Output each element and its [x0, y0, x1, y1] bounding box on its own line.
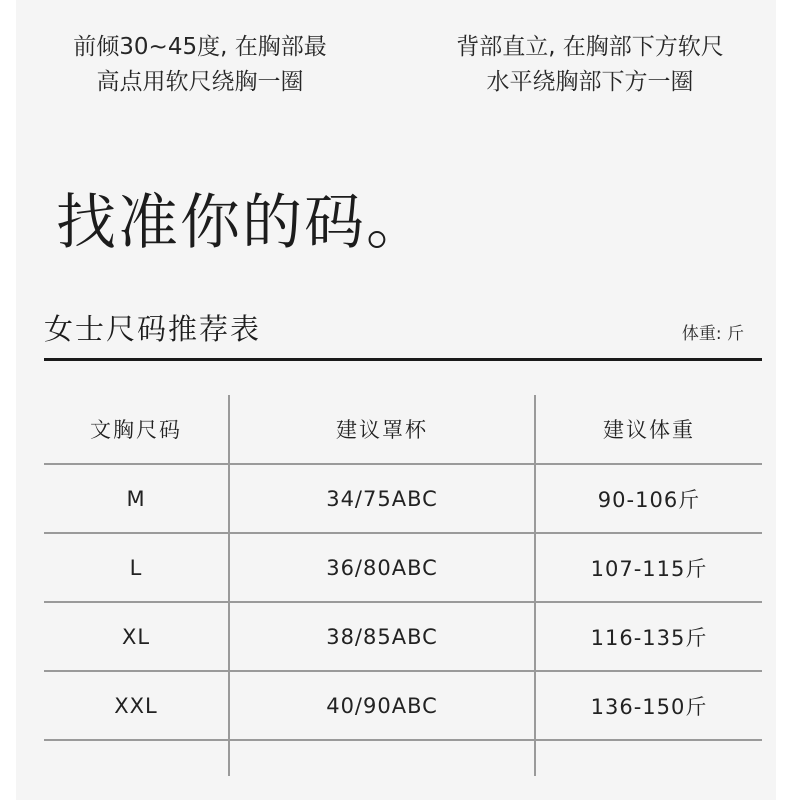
- table-row: [44, 533, 762, 602]
- table-empty-row: [44, 740, 762, 776]
- weight-unit-note: 体重: 斤: [681, 324, 744, 344]
- weight-cell: 107-115斤: [535, 533, 762, 602]
- table-row: [44, 671, 762, 740]
- table-title: 女士尺码推荐表: [44, 312, 262, 346]
- column-header-weight: 建议体重: [535, 395, 762, 464]
- table-row: [44, 464, 762, 533]
- column-header-bra-size: 文胸尺码: [44, 395, 229, 464]
- instruction-line: 高点用软尺绕胸一圈: [96, 69, 304, 95]
- page-headline: 找准你的码。: [56, 188, 428, 258]
- table-header-row: [44, 395, 762, 464]
- weight-cell: 116-135斤: [535, 602, 762, 671]
- table-row: [44, 602, 762, 671]
- empty-cell: [535, 740, 762, 776]
- instruction-line: 前倾30~45度, 在胸部最: [73, 34, 327, 60]
- cup-cell: 38/85ABC: [229, 602, 535, 671]
- title-divider: [44, 358, 762, 361]
- weight-cell: 90-106斤: [535, 464, 762, 533]
- cup-cell: 36/80ABC: [229, 533, 535, 602]
- bra-size-cell: M: [44, 464, 229, 533]
- bra-size-cell: XL: [44, 602, 229, 671]
- empty-cell: [44, 740, 229, 776]
- cup-cell: 40/90ABC: [229, 671, 535, 740]
- weight-cell: 136-150斤: [535, 671, 762, 740]
- column-header-cup: 建议罩杯: [229, 395, 535, 464]
- instruction-line: 背部直立, 在胸部下方软尺: [456, 34, 724, 60]
- instruction-line: 水平绕胸部下方一圈: [486, 69, 694, 95]
- size-guide-page: [16, 0, 776, 800]
- bra-size-cell: L: [44, 533, 229, 602]
- size-table: [44, 395, 762, 776]
- cup-cell: 34/75ABC: [229, 464, 535, 533]
- underbust-measure-instruction: [434, 30, 746, 100]
- bust-measure-instruction: [46, 30, 354, 100]
- bra-size-cell: XXL: [44, 671, 229, 740]
- empty-cell: [229, 740, 535, 776]
